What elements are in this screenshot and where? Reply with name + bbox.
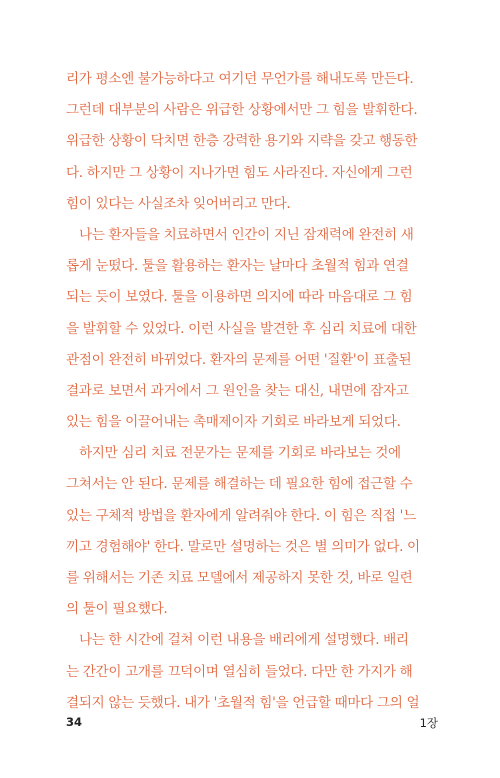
page-number: 34 — [66, 715, 83, 729]
text-line: 리가 평소엔 불가능하다고 여기던 무언가를 해내도록 만든다. — [66, 71, 414, 87]
paragraph-2 — [66, 220, 438, 438]
chapter-label: 1장 — [419, 716, 438, 730]
paragraph-1 — [66, 64, 438, 220]
text-line: 나는 한 시간에 걸쳐 이런 내용을 배리에게 설명했다. 배리 — [79, 632, 409, 649]
text-line: 을 발휘할 수 있었다. 이런 사실을 발견한 후 심리 치료에 대한 — [66, 320, 417, 337]
text-line: 그런데 대부분의 사람은 위급한 상황에서만 그 힘을 발휘한다. — [66, 102, 418, 119]
text-line: 다. 하지만 그 상황이 지나가면 힘도 사라진다. 자신에게 그런 — [66, 164, 413, 181]
text-line: 결되지 않는 듯했다. 내가 '초월적 힘'을 언급할 때마다 그의 얼 — [66, 694, 420, 711]
paragraph-3 — [66, 438, 438, 625]
text-line: 그쳐서는 안 된다. 문제를 해결하는 데 필요한 힘에 접근할 수 — [66, 476, 413, 493]
text-line: 위급한 상황이 닥치면 한층 강력한 용기와 지략을 갖고 행동한 — [66, 133, 418, 150]
text-line: 되는 듯이 보였다. 툴을 이용하면 의지에 따라 마음대로 그 힘 — [66, 289, 413, 306]
text-line: 관점이 완전히 바뀌었다. 환자의 문제를 어떤 '질환'이 표출된 — [66, 351, 412, 368]
text-line: 끼고 경험해야' 한다. 말로만 설명하는 것은 별 의미가 없다. 이 — [66, 538, 420, 555]
text-line: 있는 구체적 방법을 환자에게 알려줘야 한다. 이 힘은 직접 '느 — [66, 507, 416, 524]
text-line: 의 툴이 필요했다. — [66, 601, 168, 618]
body-text — [66, 64, 438, 719]
text-line: 를 위해서는 기존 치료 모델에서 제공하지 못한 것, 바로 일련 — [66, 570, 413, 586]
text-line: 힘이 있다는 사실조차 잊어버리고 만다. — [66, 195, 291, 212]
page-footer — [66, 715, 438, 735]
text-line: 하지만 심리 치료 전문가는 문제를 기회로 바라보는 것에 — [79, 445, 401, 462]
text-line: 있는 힘을 이끌어내는 촉매제이자 기회로 바라보게 되었다. — [66, 414, 401, 431]
text-line: 롭게 눈떴다. 툴을 활용하는 환자는 날마다 초월적 힘과 연결 — [66, 258, 409, 275]
text-line: 는 간간이 고개를 끄덕이며 열심히 들었다. 다만 한 가지가 해 — [66, 663, 413, 680]
text-line: 나는 환자들을 치료하면서 인간이 지닌 잠재력에 완전히 새 — [79, 226, 414, 243]
paragraph-4 — [66, 625, 438, 719]
text-line: 결과로 보면서 과거에서 그 원인을 찾는 대신, 내면에 잠자고 — [66, 382, 409, 399]
